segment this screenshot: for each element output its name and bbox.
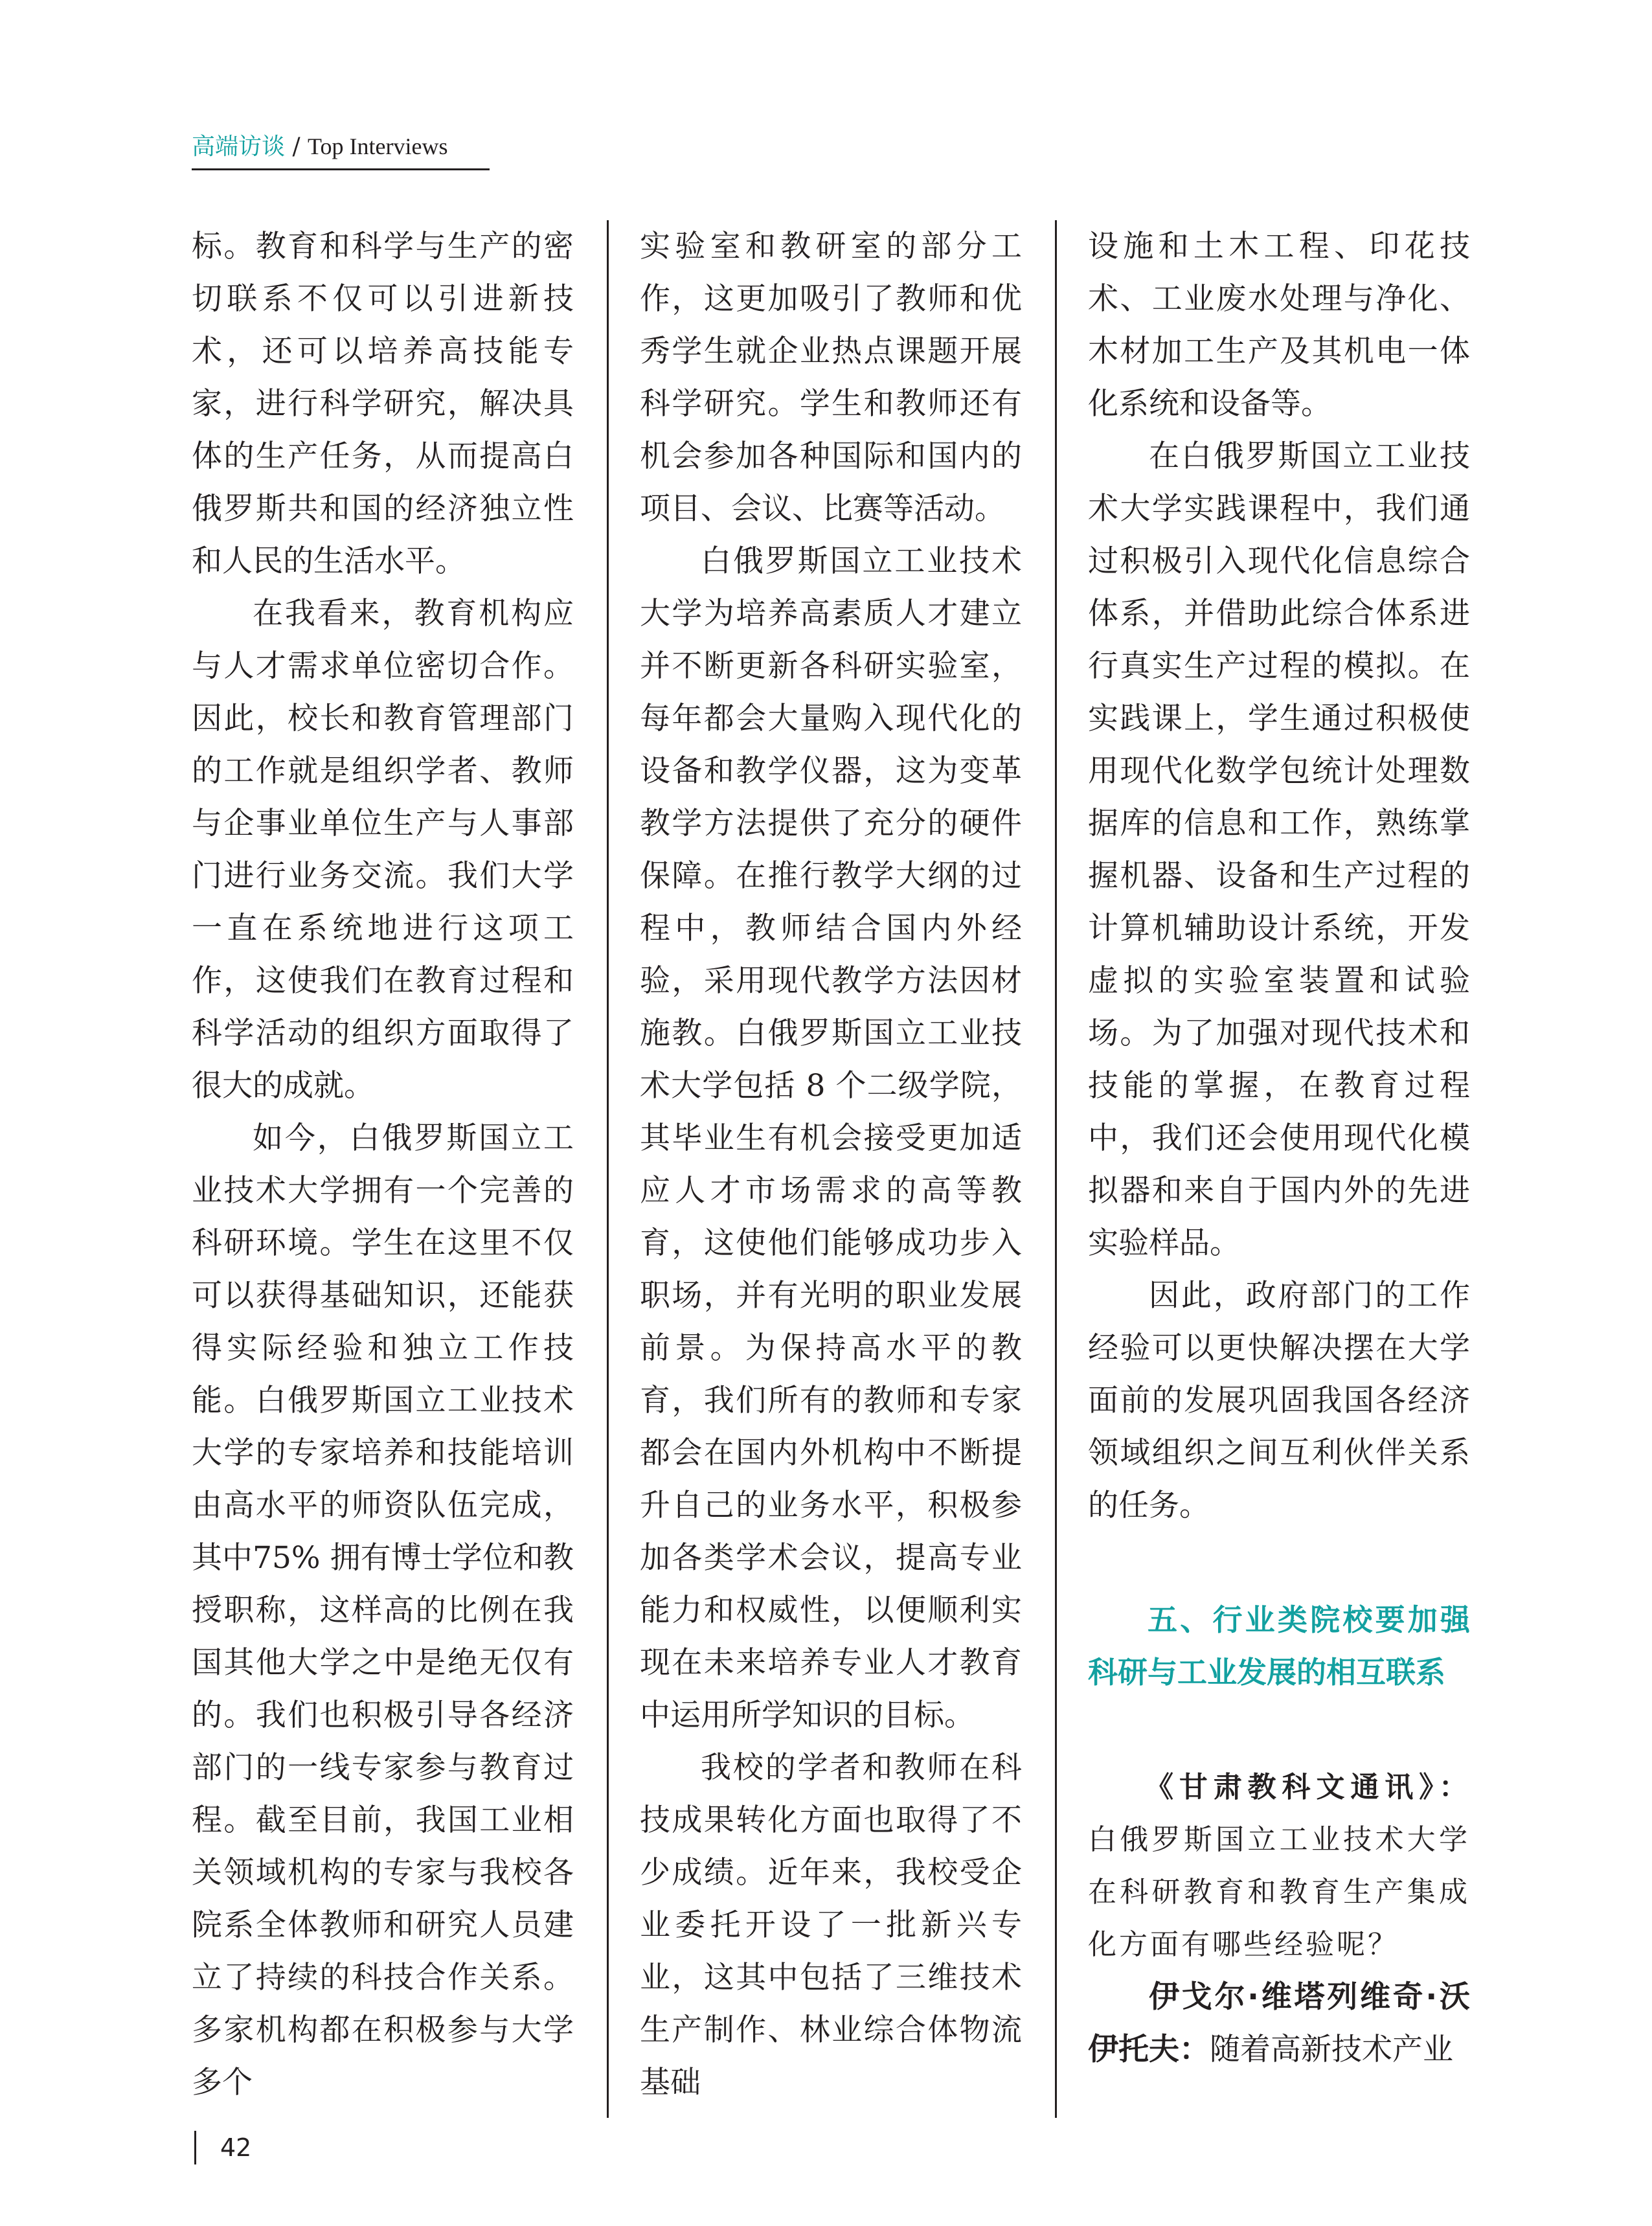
paragraph: 因此，政府部门的工作经验可以更快解决摆在大学面前的发展巩固我国各经济领域组织之间互利伙伴关系的任务。 bbox=[1088, 1278, 1470, 1523]
text-column-3 bbox=[1088, 220, 1470, 2076]
paragraph: 设施和土木工程、印花技术、工业废水处理与净化、木材加工生产及其机电一体化系统和设备等。 bbox=[1088, 229, 1470, 422]
paragraph: 如今，白俄罗斯国立工业技术大学拥有一个完善的科研环境。学生在这里不仅可以获得基础知识，还能获得实际经验和独立工作技能。白俄罗斯国立工业技术大学的专家培养和技能培训由高水平的师资队伍完成，其中75% 拥有博士学位和教授职称，这样高的比例在我国其他大学之中是绝无仅有的。我们也积极引导各经济部门的一线专家参与教育过程。截至目前，我国工业相关领域机构的专家与我校各院系全体教师和研究人员建立了持续的科技合作关系。多家机构都在积极参与大学多个 bbox=[192, 1120, 574, 2100]
header-section-cn: 高端访谈 bbox=[192, 133, 286, 160]
header-separator: / bbox=[285, 133, 308, 160]
footer-rule bbox=[194, 2131, 196, 2164]
answer-speaker: 伊戈尔·维塔列维奇·沃伊托夫： bbox=[1088, 1979, 1470, 2067]
interview-answer bbox=[1088, 1971, 1470, 2076]
interview-question bbox=[1088, 1761, 1470, 1971]
column-divider bbox=[1055, 220, 1057, 2118]
answer-text: 随着高新技术产业 bbox=[1210, 2032, 1453, 2067]
paragraph: 在白俄罗斯国立工业技术大学实践课程中，我们通过积极引入现代化信息综合体系，并借助此综合体系进行真实生产过程的模拟。在实践课上，学生通过积极使用现代化数学包统计处理数据库的信息和工作，熟练掌握机器、设备和生产过程的计算机辅助设计系统，开发虚拟的实验室装置和试验场。为了加强对现代技术和技能的掌握，在教育过程中，我们还会使用现代化模拟器和来自于国内外的先进实验样品。 bbox=[1088, 438, 1470, 1261]
paragraph: 我校的学者和教师在科技成果转化方面也取得了不少成绩。近年来，我校受企业委托开设了一批新兴专业，这其中包括了三维技术生产制作、林业综合体物流基础 bbox=[640, 1750, 1022, 2100]
running-header bbox=[192, 127, 490, 170]
paragraph: 白俄罗斯国立工业技术大学为培养高素质人才建立并不断更新各科研实验室，每年都会大量购入现代化的设备和教学仪器，这为变革教学方法提供了充分的硬件保障。在推行教学大纲的过程中，教师结合国内外经验，采用现代教学方法因材施教。白俄罗斯国立工业技术大学包括 8 个二级学院，其毕业生有机会接受更加适应人才市场需求的高等教育，这使他们能够成功步入职场，并有光明的职业发展前景。为保持高水平的教育，我们所有的教师和专家都会在国内外机构中不断提升自己的业务水平，积极参加各类学术会议，提高专业能力和权威性，以便顺利实现在未来培养专业人才教育中运用所学知识的目标。 bbox=[640, 543, 1022, 1733]
paragraph: 在我看来，教育机构应与人才需求单位密切合作。因此，校长和教育管理部门的工作就是组织学者、教师与企事业单位生产与人事部门进行业务交流。我们大学一直在系统地进行这项工作，这使我们在教育过程和科学活动的组织方面取得了很大的成就。 bbox=[192, 596, 574, 1104]
question-source: 《甘肃教科文通讯》： bbox=[1145, 1771, 1470, 1804]
header-section-en: Top Interviews bbox=[308, 133, 448, 159]
question-text: 白俄罗斯国立工业技术大学在科研教育和教育生产集成化方面有哪些经验呢？ bbox=[1088, 1823, 1470, 1961]
page-number: 42 bbox=[220, 2133, 252, 2162]
column-divider bbox=[607, 220, 609, 2118]
section-heading: 五、行业类院校要加强科研与工业发展的相互联系 bbox=[1088, 1602, 1470, 1690]
text-column-2 bbox=[640, 220, 1022, 2109]
text-column-1 bbox=[192, 220, 574, 2109]
paragraph: 标。教育和科学与生产的密切联系不仅可以引进新技术，还可以培养高技能专家，进行科学研究，解决具体的生产任务，从而提高白俄罗斯共和国的经济独立性和人民的生活水平。 bbox=[192, 229, 574, 579]
paragraph: 实验室和教研室的部分工作，这更加吸引了教师和优秀学生就企业热点课题开展科学研究。学生和教师还有机会参加各种国际和国内的项目、会议、比赛等活动。 bbox=[640, 229, 1022, 527]
